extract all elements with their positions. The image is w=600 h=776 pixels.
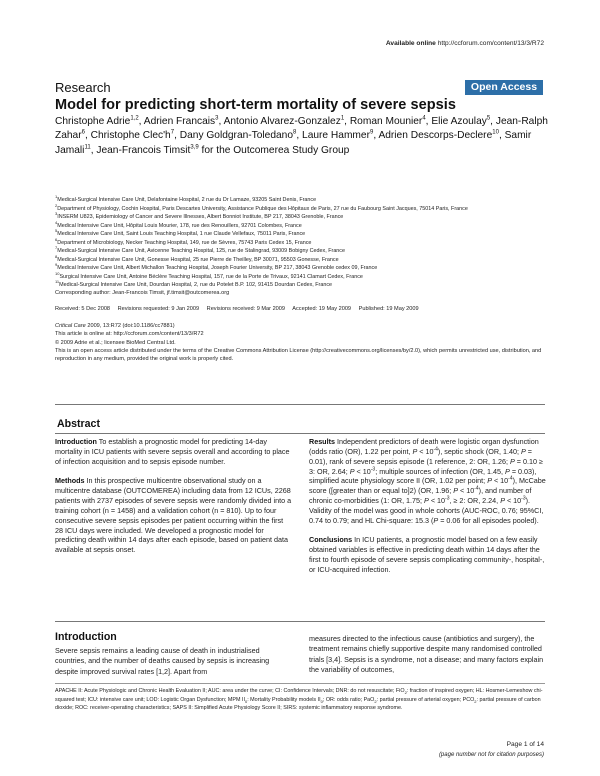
affiliation-number: 8: [55, 254, 58, 260]
affiliation-text: Medical-Surgical Intensive Care Unit, Delafontaine Hospital, 2 rue du Dr Lamaze, 93205 Saint Denis, France: [57, 197, 317, 203]
p-exponent: -4: [474, 485, 479, 492]
date-revisions-received: Revisions received: 9 Mar 2009: [206, 306, 286, 312]
affiliation-item: [55, 264, 550, 273]
copyright-line: © 2009 Adrie et al.; licensee BioMed Central Ltd.: [55, 339, 176, 346]
p-value: = 0.03: [509, 466, 533, 476]
abstract-results: [309, 437, 546, 526]
footnote-text: : fraction of inspired oxygen; HL: Hosmer-Lemeshow chi-squared test; ICU: intensive care unit; LOD: Logistic Organ Dysfunction; MPM II: [55, 688, 543, 703]
author-name: Christophe Adrie: [55, 116, 131, 127]
subscript: 2: [374, 698, 377, 704]
footnote-text: : partial pressure of carbon dioxide; ROC: receiver-operating characteristics; SAPS II: Simplified Acute Physiology Score II; SIRS: systemic inflammatory response syndrome.: [55, 696, 541, 711]
open-access-badge: Open Access: [465, 80, 543, 95]
p-value: < 10: [504, 496, 522, 506]
affiliation-number: 7: [55, 245, 58, 251]
affiliation-text: Medical Intensive Care Unit, Saint Louis Teaching Hospital, 1 rue Claude Vellefaux, 75011 Paris, France: [57, 231, 306, 238]
results-text: ), and number of chronic co-morbidities (1: OR, 1.75;: [309, 486, 532, 506]
abstract-methods-label: Methods: [55, 476, 85, 486]
abstract-conclusions-text: In ICU patients, a prognostic model based on a few easily obtained variables is effective in predicting death within 14 days after the first to fourth episode of severe sepsis complicating community-, hospital-, or ICU-acquired infection.: [309, 535, 545, 574]
p-symbol: P: [349, 466, 355, 476]
author-name: Christophe Clec'h: [90, 130, 171, 142]
author-name: Adrien Francais: [143, 116, 216, 127]
affiliation-text: Department of Physiology, Cochin Hospital, Paris Descartes University, Assistance Publique des Hôpitaux de Paris, 27 rue du Faubourg Saint Jacques, 75014 Paris, France: [57, 205, 468, 212]
author-affiliation-ref: 1,2: [130, 115, 139, 122]
author-name: Samir Jamali: [55, 130, 532, 156]
affiliation-text: INSERM U823, Epidemiology of Cancer and Severe Illnesses, Albert Bonniot Institute, BP 217, 38043 Grenoble, France: [57, 214, 344, 221]
subscript: 0: [244, 698, 248, 704]
affiliation-number: 11: [55, 279, 60, 285]
author-name: Dany Goldgran-Toledano: [179, 130, 294, 142]
affiliation-number: 1: [55, 194, 58, 200]
p-exponent: -3: [370, 466, 376, 473]
p-symbol: P: [424, 496, 429, 506]
abstract-methods-text: In this prospective multicentre observational study on a multicentre database (OUTCOMEREA) including data from 12 ICUs, 2268 patients with 2737 episodes of severe sepsis were randomly divided into a training cohort (n = 1458) and a validation cohort (n = 810). Up to four consecutive severe sepsis episodes per patient occurring within the first 28 ICU days were included. We developed a prognostic model for predicting death within 14 days after each episode, based on patient data available at sepsis onset.: [55, 476, 292, 555]
p-value: < 10: [458, 486, 475, 496]
author-affiliation-ref: 11: [84, 144, 91, 151]
introduction-right-column: measures directed to the infectious cause (antibiotics and surgery), the treatment remains chiefly supportive despite many randomised controlled trials [3,4]. Sepsis is a syndrome, not a disease; and many factors explain the variability of outcomes,: [309, 634, 544, 675]
affiliation-text: Medical-Surgical Intensive Care Unit, Avicenne Teaching Hospital, 125, rue de Stalingrad, 93009 Bobigny Cedex, France: [57, 248, 346, 255]
author-affiliation-ref: 4: [422, 115, 426, 122]
author-affiliation-ref: 8: [293, 130, 297, 137]
p-symbol: P: [412, 446, 418, 456]
affiliation-number: 9: [55, 262, 58, 268]
affiliation-item: [55, 281, 550, 290]
footnote-text: APACHE II: Acute Physiologic and Chronic Health Evaluation II; AUC: area under the curve; CI: Confidence Intervals; DNR: do not resuscitate; FiO: [55, 688, 405, 694]
p-exponent: -4: [508, 475, 513, 482]
date-accepted: Accepted: 19 May 2009: [292, 306, 352, 312]
abstract-heading: Abstract: [57, 418, 100, 430]
results-text: ; multiple sources of infection (OR, 1.45,: [375, 466, 504, 476]
author-affiliation-ref: 9: [369, 130, 374, 137]
affiliation-item: [55, 213, 550, 222]
abbreviations-footnote: [55, 687, 548, 713]
introduction-left-column: Severe sepsis remains a leading cause of death in industrialised countries, and the number of deaths caused by sepsis is increasing despite improved survival rates [1,2]. Apart from: [55, 646, 270, 676]
affiliation-number: 2: [55, 202, 58, 208]
results-text: ). Validity of the model was good in whole cohorts (AUC-ROC, 0.76; 95%CI, 0.74 to 0.79; and HL Chi-square: 15.3 (: [309, 496, 544, 525]
results-text: ), simplified acute physiology score II (OR, 1.02 per point;: [309, 466, 537, 486]
p-value: = 0.01: [309, 446, 533, 466]
citation-line: [55, 322, 550, 330]
p-exponent: -3: [521, 495, 526, 502]
affiliation-number: 10: [55, 271, 60, 277]
citation-ref: 2009, 13:R72 (doi:10.1186/cc7881): [87, 323, 175, 329]
results-text: , ≥ 2: OR, 2.24,: [449, 496, 499, 506]
author-name: Roman Mounier: [349, 116, 423, 127]
citation-block: [55, 322, 550, 363]
p-symbol: P: [500, 496, 505, 506]
article-dates: [55, 306, 425, 312]
affiliation-text: Surgical Intensive Care Unit, Antoine Béclère Teaching Hospital, 157, rue de la Porte de Trivaux, 92141 Clamart Cedex, France: [59, 273, 363, 280]
affiliation-item: [55, 273, 550, 282]
date-received: Received: 5 Dec 2008: [55, 306, 111, 312]
divider-footnote: [55, 683, 545, 684]
abstract-conclusions-label: Conclusions: [309, 535, 353, 545]
p-symbol: P: [521, 446, 526, 456]
author-name: Adrien Descorps-Declere: [378, 130, 493, 142]
footnote-text: : partial pressure of arterial oxygen; PCO: [376, 696, 475, 703]
p-exponent: -3: [445, 495, 450, 502]
date-revisions-requested: Revisions requested: 9 Jan 2009: [117, 306, 200, 312]
abstract-conclusions: [309, 535, 546, 574]
author-name: Jean-Ralph Zahar: [55, 116, 548, 142]
online-line[interactable]: This article is online at: http://ccforum.com/content/13/3/R72: [55, 331, 204, 338]
license-text: This is an open access article distributed under the terms of the Creative Commons Attribution License (http://creativecommons.org/licenses/by/2.0), which permits unrestricted use, distribution, and reproduction in any medium, provided the original work is properly cited.: [55, 347, 542, 363]
divider-top: [55, 404, 545, 405]
p-symbol: P: [433, 515, 439, 525]
author-affiliation-ref: 10: [492, 130, 499, 137]
affiliation-item: [55, 196, 550, 205]
affiliation-item: [55, 256, 550, 265]
affiliation-number: 3: [55, 211, 58, 217]
results-text: ), McCabe score ([greater than or equal to]2) (OR, 1.96;: [309, 476, 546, 496]
page-number: Page 1 of 14: [506, 741, 544, 748]
author-affiliation-ref: 7: [170, 130, 175, 137]
affiliation-text: Medical-Surgical Intensive Care Unit, Dourdan Hospital, 2, rue du Potelet B.P. 102, 91415 Dourdan Cedex, France: [59, 282, 333, 289]
abstract-intro-text: To establish a prognostic model for predicting 14-day mortality in ICU patients with severe sepsis overall and according to place of infection acquisition and to sepsis episode number.: [55, 437, 290, 466]
divider-bottom: [55, 621, 545, 622]
abstract-introduction: [55, 437, 292, 467]
affiliation-text: Medical Intensive Care Unit, Hôpital Louis Mourier, 178, rue des Renouillers, 92701 Colombes, France: [57, 222, 302, 229]
p-value: = 0.10 ≥ 3: OR, 2.64;: [309, 456, 543, 476]
p-value: < 10: [354, 466, 371, 476]
affiliation-number: 4: [55, 219, 58, 225]
p-symbol: P: [505, 466, 510, 476]
author-affiliation-ref: 3,9: [190, 144, 199, 151]
affiliation-item: [55, 219, 550, 234]
author-list: Christophe Adrie$^{1,2}$, Adrien Francais$^3$, Antonio Alvarez-Gonzalez$^1$, Roman Mounier$^4$, Elie Azoulay$^5$, Jean-Ralph Zahar$^6$, Christophe $Clec'h^7$, Dany Goldgran-Toledano$^8$, Laure Hammer$^9$, Adrien Descorps-Declere$^{10}$, Samir Jamali$^{11}$, Jean-Francois Timsit$^{3,9}$ for the Outcomerea Study Group: [55, 115, 548, 156]
affiliation-number: 5: [55, 228, 58, 234]
affiliation-text: Medical-Surgical Intensive Care Unit, Gonesse Hospital, 25 rue Pierre de Theilley, BP 30071, 95503 Gonesse, France: [57, 256, 339, 263]
affiliation-item: [55, 247, 550, 256]
affiliation-text: Medical Intensive Care Unit, Albert Michallon Teaching Hospital, Joseph Fourier University, BP 217, 38043 Grenoble cedex 09, France: [57, 265, 378, 272]
affiliation-number: 6: [55, 236, 58, 242]
article-url[interactable]: http://ccforum.com/content/13/3/R72: [437, 40, 544, 47]
subscript: 2: [474, 698, 477, 704]
article-title: Model for predicting short-term mortality of severe sepsis: [55, 97, 456, 113]
abstract-results-label: Results: [309, 437, 335, 446]
page-note: (page number not for citation purposes): [438, 752, 544, 758]
affiliation-item: [55, 230, 550, 239]
p-value: < 10: [428, 496, 446, 506]
abstract-left-column: [55, 437, 292, 565]
availability-line: [386, 40, 544, 47]
affiliation-item: [55, 236, 550, 251]
author-affiliation-ref: 1: [340, 115, 345, 122]
p-symbol: P: [487, 476, 492, 486]
subscript: 2: [404, 690, 407, 696]
p-value: = 0.06: [438, 515, 461, 525]
abstract-right-column: [309, 437, 546, 585]
introduction-heading: Introduction: [55, 631, 117, 643]
p-value: < 10: [491, 476, 509, 486]
p-exponent: -4: [433, 446, 438, 453]
journal-name: Critical Care: [55, 323, 86, 329]
author-name: Elie Azoulay: [431, 116, 487, 127]
results-text: for all episodes pooled).: [460, 515, 539, 525]
author-affiliation-ref: 5: [486, 115, 491, 122]
affiliation-text: Department of Microbiology, Necker Teaching Hospital, 149, rue de Sèvres, 75743 Paris Cedex 15, France: [57, 239, 312, 246]
results-text: Independent predictors of death were logistic organ dysfunction (odds ratio (OR), 1.22 per point,: [309, 437, 539, 456]
author-name: Jean-Francois Timsit: [96, 144, 191, 156]
date-published: Published: 19 May 2009: [358, 306, 419, 312]
corresponding-author: Corresponding author: Jean-Francois Timsit, jf.timsit@outcomerea.org: [55, 290, 230, 296]
affiliation-list: [55, 196, 550, 290]
author-affiliation-ref: 3: [215, 115, 219, 122]
footnote-text: : Mortality Probability models II: [247, 696, 321, 703]
results-text: ), rank of severe sepsis episode (1 reference, 2: OR, 1.26;: [323, 456, 508, 466]
affiliation-item: [55, 202, 550, 217]
abstract-intro-label: Introduction: [55, 437, 97, 446]
divider-abstract: [55, 433, 545, 434]
author-affiliation-ref: 6: [81, 130, 85, 137]
results-text: ), septic shock (OR, 1.40;: [437, 446, 520, 456]
p-symbol: P: [453, 486, 459, 496]
section-label: Research: [55, 80, 111, 95]
author-name: Laure Hammer: [302, 130, 370, 142]
p-value: < 10: [417, 446, 434, 456]
p-symbol: P: [509, 456, 515, 466]
subscript: 0: [320, 698, 323, 704]
available-label: Available online: [385, 40, 436, 47]
author-name: Antonio Alvarez-Gonzalez: [223, 116, 341, 127]
abstract-methods: [55, 476, 292, 555]
author-group: for the Outcomerea Study Group: [201, 144, 350, 156]
footnote-text: ; OR: odds ratio; PaO: [322, 696, 375, 703]
